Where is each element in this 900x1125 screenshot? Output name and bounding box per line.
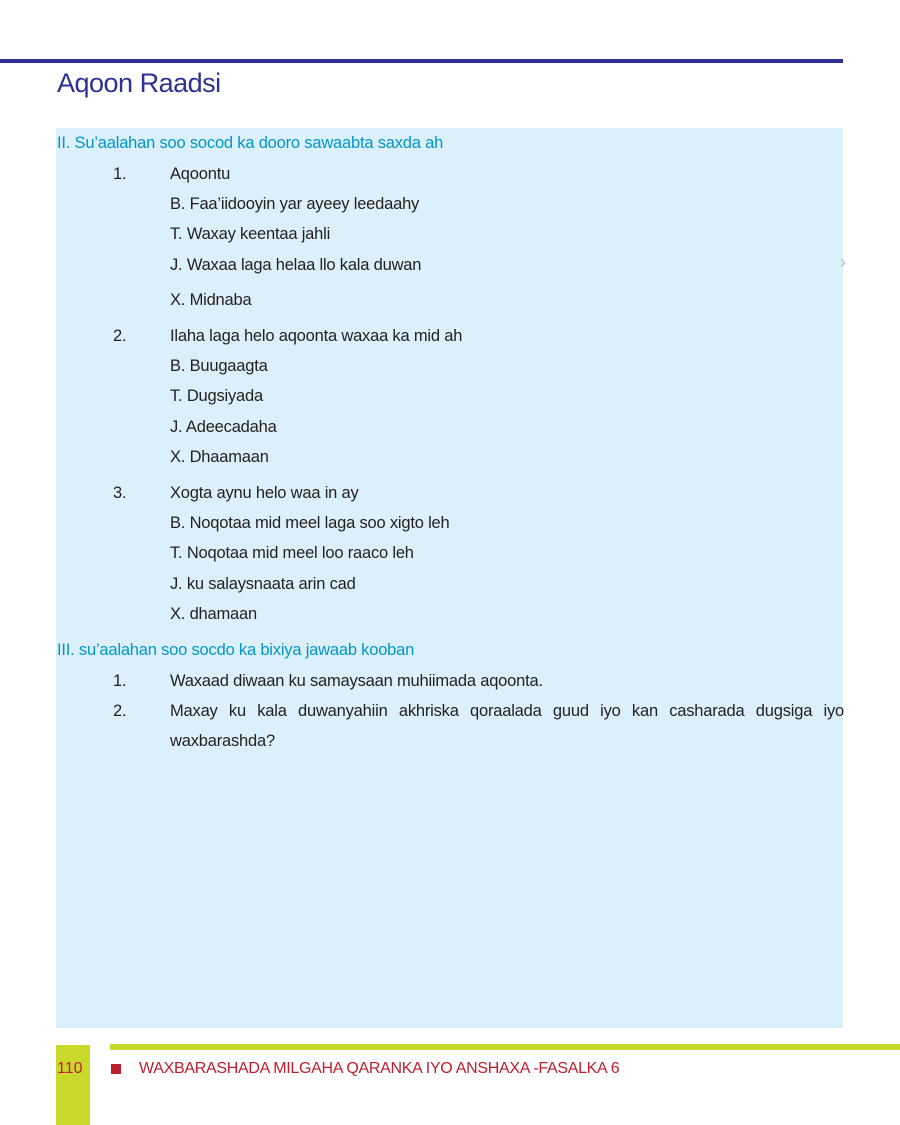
header-rule bbox=[0, 59, 843, 63]
option: X. dhamaan bbox=[170, 605, 257, 623]
option: J. Waxaa laga helaa llo kala duwan bbox=[170, 256, 422, 274]
question-text: Xogta aynu helo waa in ay bbox=[170, 484, 359, 502]
option: B. Buugaagta bbox=[170, 357, 268, 375]
square-bullet-icon bbox=[111, 1064, 121, 1074]
question-text: Maxay ku kala duwanyahiin akhriska qoraalada guud iyo kan casharada dugsiga iyo waxbarashda? bbox=[170, 702, 844, 750]
footer-rule bbox=[110, 1044, 900, 1050]
section-heading: III. su’aalahan soo socdo ka bixiya jawaab kooban bbox=[57, 641, 415, 659]
option: T. Noqotaa mid meel loo raaco leh bbox=[170, 544, 414, 562]
question-number: 1. bbox=[113, 672, 127, 690]
option: X. Dhaamaan bbox=[170, 448, 269, 466]
page-title: Aqoon Raadsi bbox=[57, 68, 221, 98]
option: J. Adeecadaha bbox=[170, 418, 277, 436]
question-text: Aqoontu bbox=[170, 165, 231, 183]
footer-title: WAXBARASHADA MILGAHA QARANKA IYO ANSHAXA -FASALKA 6 bbox=[139, 1060, 620, 1077]
option: B. Noqotaa mid meel laga soo xigto leh bbox=[170, 514, 450, 532]
option: B. Faa’iidooyin yar ayeey leedaahy bbox=[170, 195, 420, 213]
option: T. Waxay keentaa jahli bbox=[170, 225, 331, 243]
page-number: 110 bbox=[57, 1060, 83, 1077]
footer-accent-bar bbox=[56, 1045, 90, 1125]
question-number: 2. bbox=[113, 327, 127, 345]
question-text: Ilaha laga helo aqoonta waxaa ka mid ah bbox=[170, 327, 463, 345]
option: J. ku salaysnaata arin cad bbox=[170, 575, 356, 593]
option: T. Dugsiyada bbox=[170, 387, 263, 405]
question-number: 2. bbox=[113, 702, 127, 720]
option: X. Midnaba bbox=[170, 291, 252, 309]
question-number: 1. bbox=[113, 165, 127, 183]
question-text: Waxaad diwaan ku samaysaan muhiimada aqoonta. bbox=[170, 672, 543, 690]
chevron-right-icon: › bbox=[840, 252, 846, 272]
question-number: 3. bbox=[113, 484, 127, 502]
section-heading: II. Su’aalahan soo socod ka dooro sawaabta saxda ah bbox=[57, 134, 444, 152]
